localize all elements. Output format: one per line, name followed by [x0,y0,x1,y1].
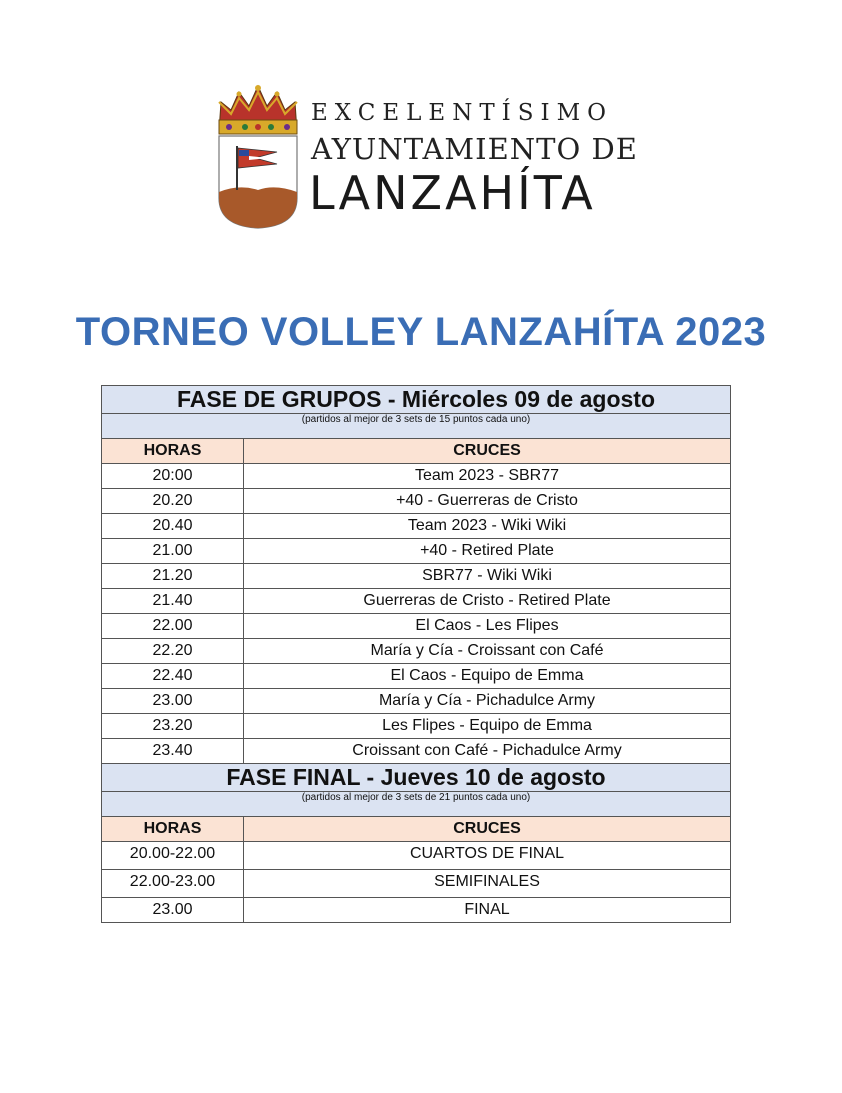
match-pairing: +40 - Retired Plate [244,539,731,564]
group-col-matches: CRUCES [244,439,731,464]
final-round: FINAL [244,898,731,923]
match-time: 20.40 [102,514,244,539]
table-row [102,842,731,870]
match-time: 21.40 [102,589,244,614]
match-time: 22.00 [102,614,244,639]
match-pairing: Team 2023 - Wiki Wiki [244,514,731,539]
group-phase-column-headers [102,439,731,464]
final-time: 20.00-22.00 [102,842,244,870]
match-pairing: Les Flipes - Equipo de Emma [244,714,731,739]
match-time: 23.40 [102,739,244,764]
schedule-table [101,385,731,923]
group-col-hours: HORAS [102,439,244,464]
coat-of-arms-icon [215,80,301,230]
final-phase-column-headers [102,817,731,842]
match-pairing: Guerreras de Cristo - Retired Plate [244,589,731,614]
group-phase-heading-row [102,386,731,414]
table-row [102,489,731,514]
page-title: TORNEO VOLLEY LANZAHÍTA 2023 [75,310,767,354]
match-time: 20:00 [102,464,244,489]
final-phase-heading: FASE FINAL - Jueves 10 de agosto [102,764,731,792]
match-pairing: +40 - Guerreras de Cristo [244,489,731,514]
final-phase-subheading-row [102,792,731,817]
group-phase-subheading-row [102,414,731,439]
match-time: 21.20 [102,564,244,589]
match-time: 21.00 [102,539,244,564]
municipal-header [215,80,638,230]
match-pairing: El Caos - Les Flipes [244,614,731,639]
org-line-town-name: LANZAHÍTA [309,166,596,220]
table-row [102,739,731,764]
match-time: 23.20 [102,714,244,739]
table-row [102,689,731,714]
match-time: 22.40 [102,664,244,689]
group-phase-heading: FASE DE GRUPOS - Miércoles 09 de agosto [102,386,731,414]
table-row [102,898,731,923]
table-row [102,714,731,739]
match-time: 20.20 [102,489,244,514]
table-row [102,870,731,898]
org-line-excelentisimo: EXCELENTÍSIMO [311,100,614,126]
match-time: 22.20 [102,639,244,664]
final-phase-subheading: (partidos al mejor de 3 sets de 21 puntos cada uno) [102,792,731,817]
final-col-hours: HORAS [102,817,244,842]
table-row [102,639,731,664]
table-row [102,664,731,689]
final-col-matches: CRUCES [244,817,731,842]
group-phase-subheading: (partidos al mejor de 3 sets de 15 puntos cada uno) [102,414,731,439]
table-row [102,564,731,589]
match-pairing: María y Cía - Croissant con Café [244,639,731,664]
table-row [102,514,731,539]
table-row [102,614,731,639]
final-phase-heading-row [102,764,731,792]
match-pairing: SBR77 - Wiki Wiki [244,564,731,589]
match-pairing: Croissant con Café - Pichadulce Army [244,739,731,764]
table-row [102,539,731,564]
match-pairing: María y Cía - Pichadulce Army [244,689,731,714]
org-line-ayuntamiento: AYUNTAMIENTO DE [311,132,638,166]
final-time: 22.00-23.00 [102,870,244,898]
final-time: 23.00 [102,898,244,923]
match-time: 23.00 [102,689,244,714]
final-round: SEMIFINALES [244,870,731,898]
table-row [102,589,731,614]
match-pairing: Team 2023 - SBR77 [244,464,731,489]
final-round: CUARTOS DE FINAL [244,842,731,870]
match-pairing: El Caos - Equipo de Emma [244,664,731,689]
table-row [102,464,731,489]
